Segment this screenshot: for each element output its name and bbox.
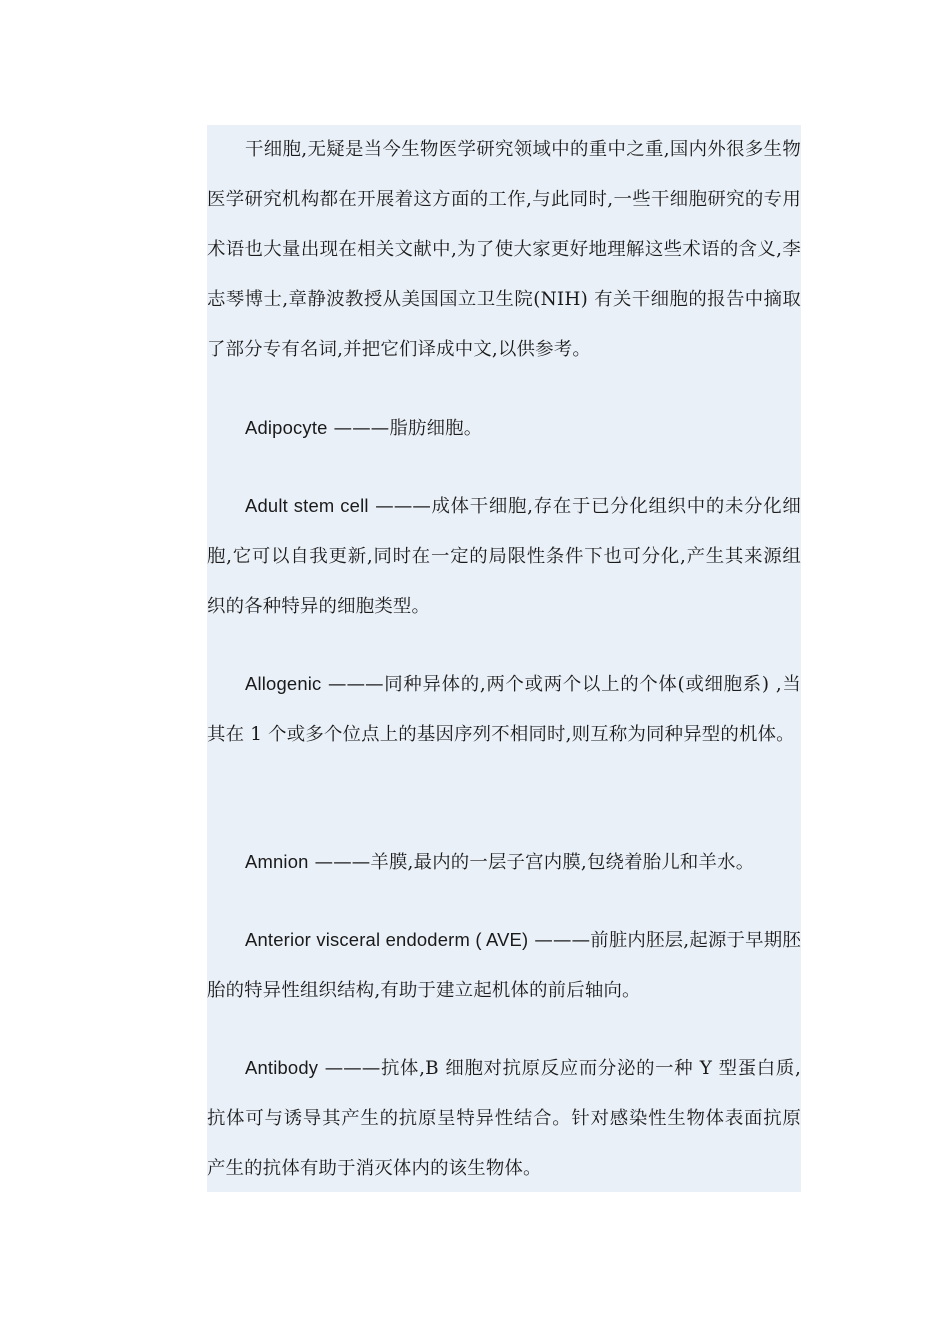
document-content-box (207, 125, 801, 1192)
glossary-entry-adipocyte (207, 403, 801, 454)
glossary-entry-amnion (207, 837, 801, 888)
glossary-term: Adult stem cell (245, 495, 369, 516)
glossary-entry-anterior-visceral-endoderm (207, 915, 801, 1016)
glossary-term: Antibody (245, 1057, 319, 1078)
glossary-entry-antibody (207, 1043, 801, 1194)
glossary-definition: ———成体干细胞,存在于已分化组织中的未分化细胞,它可以自我更新,同时在一定的局限性条件下也可分化,产生其来源组织的各种特异的细胞类型。 (207, 496, 801, 617)
glossary-definition: ———同种异体的,两个或两个以上的个体(或细胞系) ,当其在 1 个或多个位点上的基因序列不相同时,则互称为同种异型的机体。 (207, 674, 801, 745)
glossary-term: Adipocyte (245, 417, 328, 438)
glossary-definition: ———脂肪细胞。 (327, 418, 483, 439)
glossary-term: Amnion (245, 851, 309, 872)
glossary-definition: ———羊膜,最内的一层子宫内膜,包绕着胎儿和羊水。 (308, 852, 755, 873)
glossary-definition: ———抗体,B 细胞对抗原反应而分泌的一种 Y 型蛋白质,抗体可与诱导其产生的抗原呈特异性结合。针对感染性生物体表面抗原产生的抗体有助于消灭体内的该生物体。 (207, 1058, 801, 1179)
glossary-entry-allogenic (207, 659, 801, 760)
glossary-entry-adult-stem-cell (207, 481, 801, 632)
glossary-term: Allogenic (245, 673, 322, 694)
intro-paragraph: 干细胞,无疑是当今生物医学研究领域中的重中之重,国内外很多生物医学研究机构都在开展着这方面的工作,与此同时,一些干细胞研究的专用术语也大量出现在相关文献中,为了使大家更好地理解这些术语的含义,李志琴博士,章静波教授从美国国立卫生院(NIH) 有关干细胞的报告中摘取了部分专有名词,并把它们译成中文,以供参考。 (207, 139, 801, 360)
glossary-term: Anterior visceral endoderm ( AVE) (245, 929, 529, 950)
glossary-definition: ———前脏内胚层,起源于早期胚胎的特异性组织结构,有助于建立起机体的前后轴向。 (207, 930, 801, 1001)
